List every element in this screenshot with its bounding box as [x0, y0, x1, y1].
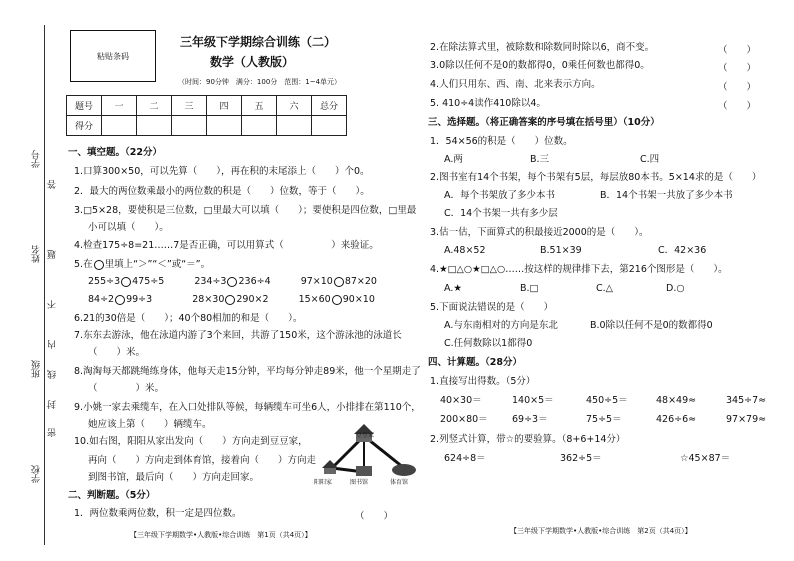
- compare-expr: 84÷2: [88, 294, 115, 305]
- score-input-cell[interactable]: [137, 116, 172, 136]
- answer-paren[interactable]: （ ）: [718, 82, 757, 93]
- answer-paren[interactable]: （ ）: [355, 511, 394, 522]
- vertical-calc-item: 362÷5＝: [560, 453, 602, 464]
- section-1-title: 一、填空题。（22分）: [68, 147, 162, 158]
- choice-4-a: A.★: [444, 283, 462, 294]
- choice-4: 4.★□△○★□△○……按这样的规律排下去，第216个图形是（ ）。: [430, 264, 728, 275]
- margin-label-bu: 不: [48, 300, 58, 309]
- margin-label-nei: 内: [48, 340, 58, 349]
- map-label-yangyang: 阳阳家: [314, 479, 333, 486]
- compare-blank[interactable]: [227, 277, 237, 287]
- calc-item: 450÷5＝: [586, 395, 628, 406]
- map-label-library: 图书馆: [350, 479, 369, 486]
- choice-3: 3.估一估，下面算式的积最接近2000的是（ ）。: [430, 227, 649, 238]
- margin-label-da: 答: [48, 180, 58, 189]
- choice-5-c: C.任何数除以1都得0: [444, 338, 533, 349]
- compare-expr: 290×2: [236, 294, 269, 305]
- margin-label-ti: 题: [48, 250, 58, 259]
- choice-3-c: C．42×36: [658, 245, 707, 256]
- choice-3-a: A.48×52: [444, 245, 486, 256]
- compare-expr: 255÷3: [88, 276, 121, 287]
- choice-1-a: A.两: [444, 154, 463, 165]
- margin-label-student-id: 学号: [32, 150, 42, 168]
- compare-expr: 90×10: [342, 294, 375, 305]
- question-1-8a: 8.淘淘每天都跳绳练身体，他每天走15分钟，平均每分钟走89米，他一个星期走了: [74, 366, 421, 377]
- question-1-9a: 9.小姚一家去乘缆车，在入口处排队等候，每辆缆车可坐6人，小排排在第110个，: [74, 402, 421, 413]
- margin-label-mi: 密: [48, 428, 58, 437]
- question-1-6: 6.21的30倍是（ ）；40个80相加的和是（ ）。: [74, 313, 303, 324]
- section-4-title: 四、计算题。（28分）: [428, 357, 522, 368]
- question-1-10a: 10.如右图，阳阳从家出发向（ ）方向走到豆豆家，: [74, 436, 308, 447]
- score-cell: 题号: [67, 96, 102, 116]
- map-label-gym: 体育馆: [390, 479, 409, 486]
- judge-5: 5. 410÷4读作410除以4。: [430, 98, 546, 109]
- score-cell: 总分: [312, 96, 347, 116]
- question-1-3b: 小可以填（ ）。: [88, 222, 169, 233]
- question-1-9b: 她应该上第（ ）辆缆车。: [88, 419, 212, 430]
- choice-2: 2.图书室有14个书架，每个书架有5层，每层放80本书。5×14求的是（ ）: [430, 172, 762, 183]
- compare-expr: 28×30: [192, 294, 225, 305]
- question-1-1: 1.口算300×50，可以先算（ ），再在积的末尾添上（ ）个0。: [74, 166, 370, 177]
- compare-row-2: [88, 294, 375, 306]
- calc-item: 426÷6≈: [656, 414, 697, 425]
- choice-2-a: A．每个书架放了多少本书: [444, 190, 555, 201]
- calc-item: 48×49≈: [656, 395, 697, 406]
- page-1-footer: 【三年级下学期数学•人教版•综合训练 第1页（共4页）】: [130, 531, 312, 539]
- circle-icon: [94, 260, 104, 270]
- margin-label-feng: 封: [48, 400, 58, 409]
- compare-expr: 236÷4: [238, 276, 271, 287]
- choice-4-d: D.○: [666, 283, 685, 294]
- calc-1-title: 1.直接写出得数。（5分）: [430, 376, 536, 387]
- question-1-7a: 7.东东去游泳，他在泳道内游了3个来回，共游了150米，这个游泳池的泳道长: [74, 330, 402, 341]
- page-2-footer: 【三年级下学期数学•人教版•综合训练 第2页（共4页）】: [510, 527, 692, 535]
- choice-1-b: B.三: [530, 154, 550, 165]
- calc-item: 345÷7≈: [726, 395, 767, 406]
- q5-suffix: 里填上“＞”“＜”或“＝”。: [104, 259, 211, 270]
- score-input-cell[interactable]: [242, 116, 277, 136]
- choice-4-c: C.△: [596, 283, 613, 294]
- answer-paren[interactable]: （ ）: [718, 45, 757, 56]
- choice-4-b: B.□: [520, 283, 539, 294]
- compare-blank[interactable]: [115, 295, 125, 305]
- answer-paren[interactable]: （ ）: [718, 63, 757, 74]
- question-1-10c: 到图书馆，最后向（ ）方向走回家。: [88, 472, 260, 483]
- question-1-2: 2．最大的两位数乘最小的两位数的积是（ ）位数，等于（ ）。: [74, 186, 370, 197]
- compare-blank[interactable]: [334, 277, 344, 287]
- answer-paren[interactable]: （ ）: [718, 101, 757, 112]
- choice-1: 1．54×56的积是（ ）位数。: [430, 136, 573, 147]
- vertical-calc-item: 624÷8＝: [444, 453, 486, 464]
- calc-item: 69÷3＝: [512, 414, 548, 425]
- exam-title: 三年级下学期综合训练（二）: [180, 35, 337, 49]
- score-input-cell[interactable]: [102, 116, 137, 136]
- judge-4: 4.人们只用东、西、南、北来表示方向。: [430, 79, 601, 90]
- choice-5: 5.下面说法错误的是（ ）: [430, 302, 554, 313]
- exam-subject: 数学（人教版）: [210, 55, 295, 69]
- score-input-cell[interactable]: [312, 116, 347, 136]
- choice-3-b: B.51×39: [540, 245, 582, 256]
- compare-expr: 97×10: [300, 276, 333, 287]
- question-1-4: 4.检查175÷8=21……7是否正确，可以用算式（ ）来验证。: [74, 240, 379, 251]
- judge-3: 3.0除以任何不是0的数都得0，0乘任何数也都得0。: [430, 60, 650, 71]
- calc-item: 97×79≈: [726, 414, 767, 425]
- choice-2-c: C．14个书架一共有多少层: [444, 208, 558, 219]
- question-1-10b: 再向（ ）方向走到体育馆，接着向（ ）方向走: [88, 455, 317, 466]
- score-cell: 一: [102, 96, 137, 116]
- margin-label-class: 班级: [32, 360, 42, 378]
- vertical-calc-item: ☆45×87＝: [680, 453, 731, 464]
- section-2-title: 二、判断题。（5分）: [68, 490, 156, 501]
- q5-prefix: 5.在: [74, 259, 93, 270]
- judge-2: 2.在除法算式里，被除数和除数同时除以6，商不变。: [430, 42, 655, 53]
- question-1-3a: 3.□5×28，要使积是三位数，□里最大可以填（ ）；要使积是四位数，□里最: [74, 205, 417, 216]
- choice-5-b: B.0除以任何不是0的数都得0: [590, 320, 713, 331]
- barcode-box: [70, 30, 156, 82]
- barcode-label: 粘贴条码: [97, 51, 129, 61]
- choice-2-b: B．14个书架一共放了多少本书: [600, 190, 733, 201]
- compare-row-1: [88, 276, 377, 288]
- compare-expr: 99÷3: [126, 294, 153, 305]
- score-table: [66, 95, 347, 136]
- choice-1-c: C.四: [640, 154, 660, 165]
- calc-item: 140×5＝: [512, 395, 554, 406]
- calc-2-title: 2.列竖式计算，带☆的要验算。（8+6+14分）: [430, 434, 626, 445]
- calc-item: 75÷5＝: [586, 414, 622, 425]
- question-1-7b: （ ）米。: [88, 347, 146, 358]
- margin-label-name: 姓名: [32, 245, 42, 263]
- score-cell: 五: [242, 96, 277, 116]
- score-input-cell[interactable]: [207, 116, 242, 136]
- score-cell: 四: [207, 96, 242, 116]
- compare-expr: 15×60: [298, 294, 331, 305]
- exam-info: （时间：90分钟 满分：100分 范围：1~4单元）: [178, 78, 342, 86]
- score-cell: 六: [277, 96, 312, 116]
- score-input-cell[interactable]: [172, 116, 207, 136]
- margin-label-school: 学校: [32, 465, 42, 483]
- score-table-header-row: [67, 96, 347, 116]
- score-cell: 二: [137, 96, 172, 116]
- question-1-8b: （ ）米。: [88, 383, 165, 394]
- calc-item: 200×80＝: [440, 414, 488, 425]
- seal-line: [44, 25, 45, 545]
- compare-expr: 475÷5: [132, 276, 165, 287]
- question-1-5: [74, 259, 210, 271]
- compare-expr: 87×20: [344, 276, 377, 287]
- score-input-cell[interactable]: [277, 116, 312, 136]
- compare-blank[interactable]: [225, 295, 235, 305]
- choice-5-a: A.与东南相对的方向是东北: [444, 320, 558, 331]
- section-3-title: 三、选择题。（将正确答案的序号填在括号里）（10分）: [428, 117, 660, 128]
- margin-label-xian: 线: [48, 370, 58, 379]
- compare-blank[interactable]: [121, 277, 131, 287]
- judge-1: 1．两位数乘两位数，积一定是四位数。: [74, 508, 242, 519]
- score-table-score-row: [67, 116, 347, 136]
- binding-margin: [0, 0, 58, 561]
- score-cell: 得分: [67, 116, 102, 136]
- score-cell: 三: [172, 96, 207, 116]
- map-label-doudou: 豆豆家: [356, 432, 375, 439]
- compare-expr: 234÷3: [194, 276, 227, 287]
- compare-blank[interactable]: [332, 295, 342, 305]
- calc-item: 40×30＝: [440, 395, 482, 406]
